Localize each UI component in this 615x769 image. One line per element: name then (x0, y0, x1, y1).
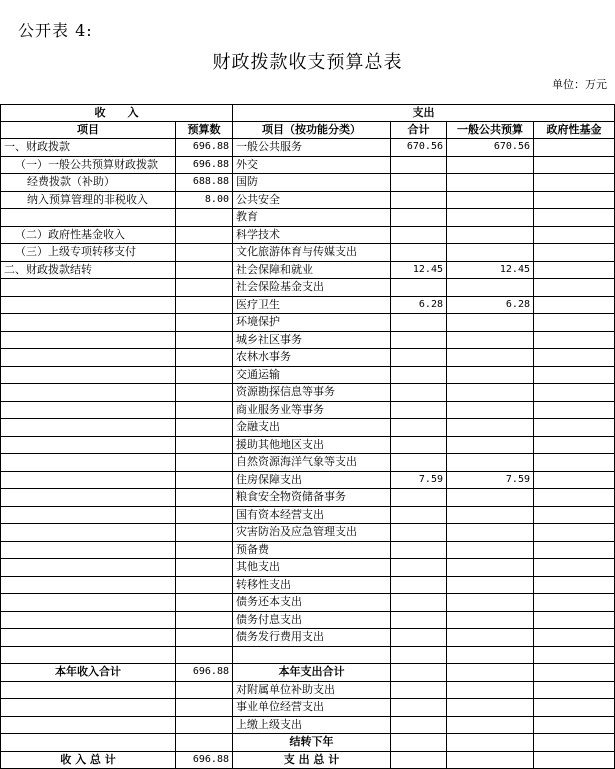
expense-general-budget-cell (447, 384, 534, 402)
expense-general-budget-cell: 6.28 (447, 296, 534, 314)
income-item-cell: 纳入预算管理的非税收入 (1, 191, 176, 209)
income-item-cell: （三）上级专项转移支付 (1, 244, 176, 262)
table-row (1, 611, 615, 629)
col-header-gov-fund: 政府性基金 (534, 122, 615, 139)
expense-gov-fund-cell (534, 576, 615, 594)
expense-general-budget-cell (447, 156, 534, 174)
expense-item-cell: 转移性支出 (233, 576, 391, 594)
income-budget-cell (176, 629, 233, 647)
income-item-cell (1, 279, 176, 297)
expense-total-cell (391, 611, 447, 629)
expense-item-cell: 城乡社区事务 (233, 331, 391, 349)
grand-total-row (1, 751, 615, 769)
expense-total-cell (391, 349, 447, 367)
income-item-cell (1, 559, 176, 577)
income-budget-cell (176, 314, 233, 332)
expense-general-budget-cell (447, 611, 534, 629)
table-row (1, 646, 615, 664)
col-header-item: 项目 (1, 122, 176, 139)
expense-total-cell (391, 314, 447, 332)
table-row (1, 454, 615, 472)
income-item-cell: 二、财政拨款结转 (1, 261, 176, 279)
income-budget-cell (176, 471, 233, 489)
table-row (1, 279, 615, 297)
table-row (1, 594, 615, 612)
year-total-row (1, 664, 615, 682)
expense-total-cell (391, 541, 447, 559)
expense-general-budget-cell (447, 454, 534, 472)
expense-total-cell (391, 401, 447, 419)
income-item-cell (1, 576, 176, 594)
expense-gov-fund-cell (534, 524, 615, 542)
expense-item-cell: 粮食安全物资储备事务 (233, 489, 391, 507)
expense-general-budget-cell: 7.59 (447, 471, 534, 489)
biz-operation-label: 事业单位经营支出 (233, 699, 391, 717)
income-item-cell (1, 436, 176, 454)
expense-item-cell: 其他支出 (233, 559, 391, 577)
income-budget-cell (176, 209, 233, 227)
expense-gov-fund-cell (534, 366, 615, 384)
table-row (1, 314, 615, 332)
income-budget-cell (176, 559, 233, 577)
expense-gov-fund-cell (534, 279, 615, 297)
expense-gov-fund-cell (534, 489, 615, 507)
income-budget-cell (176, 384, 233, 402)
income-budget-cell (176, 349, 233, 367)
expense-item-cell: 文化旅游体育与传媒支出 (233, 244, 391, 262)
expense-item-cell: 社会保障和就业 (233, 261, 391, 279)
expense-general-budget-cell (447, 331, 534, 349)
expense-general-budget-cell: 12.45 (447, 261, 534, 279)
income-item-cell: 一、财政拨款 (1, 139, 176, 157)
income-budget-cell (176, 594, 233, 612)
table-row (1, 576, 615, 594)
col-header-item-by-func: 项目（按功能分类） (233, 122, 391, 139)
expense-gov-fund-cell (534, 594, 615, 612)
expense-general-budget-cell (447, 209, 534, 227)
income-budget-cell: 8.00 (176, 191, 233, 209)
expense-total-cell (391, 209, 447, 227)
expense-total-cell: 7.59 (391, 471, 447, 489)
table-row (1, 506, 615, 524)
income-budget-cell (176, 506, 233, 524)
income-item-cell (1, 401, 176, 419)
expense-total-cell: 12.45 (391, 261, 447, 279)
expense-general-budget-cell (447, 541, 534, 559)
expense-general-budget-cell (447, 349, 534, 367)
table-row (1, 699, 615, 717)
expense-item-cell: 债务发行费用支出 (233, 629, 391, 647)
document-label: 公开表 4: (18, 21, 93, 40)
expense-gov-fund-cell (534, 454, 615, 472)
income-budget-cell (176, 489, 233, 507)
expense-general-budget-cell (447, 489, 534, 507)
expense-gov-fund-cell (534, 331, 615, 349)
expense-item-cell: 国防 (233, 174, 391, 192)
expense-total-cell (391, 279, 447, 297)
expense-general-budget-cell (447, 366, 534, 384)
expense-group-header: 支出 (233, 105, 615, 122)
table-row (1, 401, 615, 419)
income-budget-cell (176, 244, 233, 262)
expense-total-cell (391, 506, 447, 524)
expense-item-cell: 自然资源海洋气象等支出 (233, 454, 391, 472)
table-row (1, 734, 615, 752)
expense-item-cell: 商业服务业等事务 (233, 401, 391, 419)
expense-total-cell (391, 419, 447, 437)
income-budget-cell (176, 454, 233, 472)
expense-gov-fund-cell (534, 541, 615, 559)
expense-gov-fund-cell (534, 506, 615, 524)
expense-item-cell: 外交 (233, 156, 391, 174)
expense-gov-fund-cell (534, 401, 615, 419)
table-row (1, 629, 615, 647)
income-budget-cell (176, 436, 233, 454)
income-budget-cell (176, 401, 233, 419)
table-row (1, 296, 615, 314)
expense-general-budget-cell (447, 279, 534, 297)
income-item-cell (1, 611, 176, 629)
expense-total-cell (391, 384, 447, 402)
expense-item-cell: 债务还本支出 (233, 594, 391, 612)
year-income-total-value: 696.88 (176, 664, 233, 682)
expense-total-cell (391, 244, 447, 262)
income-budget-cell (176, 296, 233, 314)
expense-item-cell: 教育 (233, 209, 391, 227)
expense-general-budget-cell (447, 436, 534, 454)
expense-general-budget-cell (447, 226, 534, 244)
expense-total-cell (391, 576, 447, 594)
col-header-general-budget: 一般公共预算 (447, 122, 534, 139)
expense-general-budget-cell (447, 401, 534, 419)
expense-gov-fund-cell (534, 629, 615, 647)
expense-general-budget-cell (447, 191, 534, 209)
table-row (1, 156, 615, 174)
table-row (1, 384, 615, 402)
expense-item-cell: 一般公共服务 (233, 139, 391, 157)
expense-total-cell (391, 331, 447, 349)
expense-general-budget-cell: 670.56 (447, 139, 534, 157)
expense-gov-fund-cell (534, 174, 615, 192)
budget-table (0, 104, 615, 769)
table-row (1, 419, 615, 437)
income-item-cell (1, 384, 176, 402)
expense-total-cell (391, 191, 447, 209)
page-title: 财政拨款收支预算总表 (212, 52, 403, 73)
table-row (1, 244, 615, 262)
expense-gov-fund-cell (534, 244, 615, 262)
expense-gov-fund-cell (534, 559, 615, 577)
expense-gov-fund-cell (534, 296, 615, 314)
income-budget-cell (176, 611, 233, 629)
expense-general-budget-cell (447, 576, 534, 594)
income-item-cell (1, 366, 176, 384)
income-item-cell: （一）一般公共预算财政拨款 (1, 156, 176, 174)
income-item-cell (1, 506, 176, 524)
expense-gov-fund-cell (534, 261, 615, 279)
expense-total-cell (391, 174, 447, 192)
income-grand-total-value: 696.88 (176, 751, 233, 769)
table-row (1, 174, 615, 192)
expense-general-budget-cell (447, 524, 534, 542)
expense-general-budget-cell (447, 506, 534, 524)
income-item-cell (1, 629, 176, 647)
expense-gov-fund-cell (534, 156, 615, 174)
expense-item-cell: 金融支出 (233, 419, 391, 437)
income-item-cell (1, 471, 176, 489)
expense-total-cell (391, 629, 447, 647)
income-item-cell (1, 541, 176, 559)
income-group-header: 收 入 (1, 105, 233, 122)
expense-gov-fund-cell (534, 139, 615, 157)
table-row (1, 349, 615, 367)
table-row (1, 226, 615, 244)
income-budget-cell (176, 541, 233, 559)
income-item-cell (1, 314, 176, 332)
table-row (1, 541, 615, 559)
income-budget-cell (176, 331, 233, 349)
table-row (1, 366, 615, 384)
expense-general-budget-cell (447, 314, 534, 332)
income-budget-cell (176, 524, 233, 542)
income-budget-cell (176, 261, 233, 279)
table-row (1, 681, 615, 699)
year-expense-total-label: 本年支出合计 (233, 664, 391, 682)
expense-item-cell: 援助其他地区支出 (233, 436, 391, 454)
pay-upper-label: 上缴上级支出 (233, 716, 391, 734)
expense-grand-total-label: 支 出 总 计 (233, 751, 391, 769)
income-item-cell (1, 594, 176, 612)
expense-gov-fund-cell (534, 419, 615, 437)
expense-total-cell (391, 524, 447, 542)
income-budget-cell: 688.88 (176, 174, 233, 192)
expense-item-cell: 预备费 (233, 541, 391, 559)
expense-item-cell: 债务付息支出 (233, 611, 391, 629)
expense-item-cell: 公共安全 (233, 191, 391, 209)
table-row (1, 489, 615, 507)
expense-item-cell: 交通运输 (233, 366, 391, 384)
income-item-cell (1, 454, 176, 472)
income-budget-cell (176, 279, 233, 297)
income-budget-cell: 696.88 (176, 139, 233, 157)
expense-general-budget-cell (447, 559, 534, 577)
income-item-cell (1, 296, 176, 314)
expense-item-cell: 农林水事务 (233, 349, 391, 367)
expense-total-cell: 6.28 (391, 296, 447, 314)
expense-total-cell (391, 156, 447, 174)
unit-label: 单位：万元 (552, 78, 607, 91)
income-budget-cell: 696.88 (176, 156, 233, 174)
income-budget-cell (176, 576, 233, 594)
expense-gov-fund-cell (534, 349, 615, 367)
expense-gov-fund-cell (534, 611, 615, 629)
income-item-cell: （二）政府性基金收入 (1, 226, 176, 244)
table-row (1, 524, 615, 542)
expense-gov-fund-cell (534, 436, 615, 454)
expense-total-cell (391, 454, 447, 472)
income-item-cell (1, 209, 176, 227)
expense-item-cell: 环境保护 (233, 314, 391, 332)
table-row (1, 436, 615, 454)
expense-total-cell (391, 489, 447, 507)
year-income-total-label: 本年收入合计 (1, 664, 176, 682)
income-item-cell (1, 419, 176, 437)
col-header-budget: 预算数 (176, 122, 233, 139)
income-item-cell (1, 349, 176, 367)
expense-gov-fund-cell (534, 384, 615, 402)
expense-gov-fund-cell (534, 314, 615, 332)
expense-total-cell: 670.56 (391, 139, 447, 157)
expense-item-cell: 住房保障支出 (233, 471, 391, 489)
expense-item-cell: 社会保险基金支出 (233, 279, 391, 297)
expense-general-budget-cell (447, 244, 534, 262)
expense-gov-fund-cell (534, 471, 615, 489)
table-body (1, 139, 615, 647)
expense-total-cell (391, 436, 447, 454)
expense-gov-fund-cell (534, 191, 615, 209)
expense-gov-fund-cell (534, 226, 615, 244)
expense-item-cell: 科学技术 (233, 226, 391, 244)
expense-gov-fund-cell (534, 209, 615, 227)
table-row (1, 209, 615, 227)
expense-general-budget-cell (447, 629, 534, 647)
table-row (1, 261, 615, 279)
carry-next-year-label: 结转下年 (233, 734, 391, 752)
expense-item-cell: 灾害防治及应急管理支出 (233, 524, 391, 542)
table-row (1, 716, 615, 734)
expense-item-cell: 国有资本经营支出 (233, 506, 391, 524)
income-grand-total-label: 收 入 总 计 (1, 751, 176, 769)
income-item-cell (1, 524, 176, 542)
expense-general-budget-cell (447, 594, 534, 612)
expense-total-cell (391, 559, 447, 577)
table-row (1, 331, 615, 349)
expense-general-budget-cell (447, 174, 534, 192)
income-item-cell: 经费拨款（补助） (1, 174, 176, 192)
expense-item-cell: 医疗卫生 (233, 296, 391, 314)
table-row (1, 139, 615, 157)
expense-total-cell (391, 366, 447, 384)
expense-item-cell: 资源勘探信息等事务 (233, 384, 391, 402)
expense-total-cell (391, 226, 447, 244)
income-budget-cell (176, 226, 233, 244)
expense-total-cell (391, 594, 447, 612)
expense-general-budget-cell (447, 419, 534, 437)
table-row (1, 471, 615, 489)
table-row (1, 559, 615, 577)
sub-subsidy-label: 对附属单位补助支出 (233, 681, 391, 699)
table-row (1, 191, 615, 209)
income-item-cell (1, 331, 176, 349)
income-budget-cell (176, 419, 233, 437)
col-header-total: 合计 (391, 122, 447, 139)
income-item-cell (1, 489, 176, 507)
income-budget-cell (176, 366, 233, 384)
